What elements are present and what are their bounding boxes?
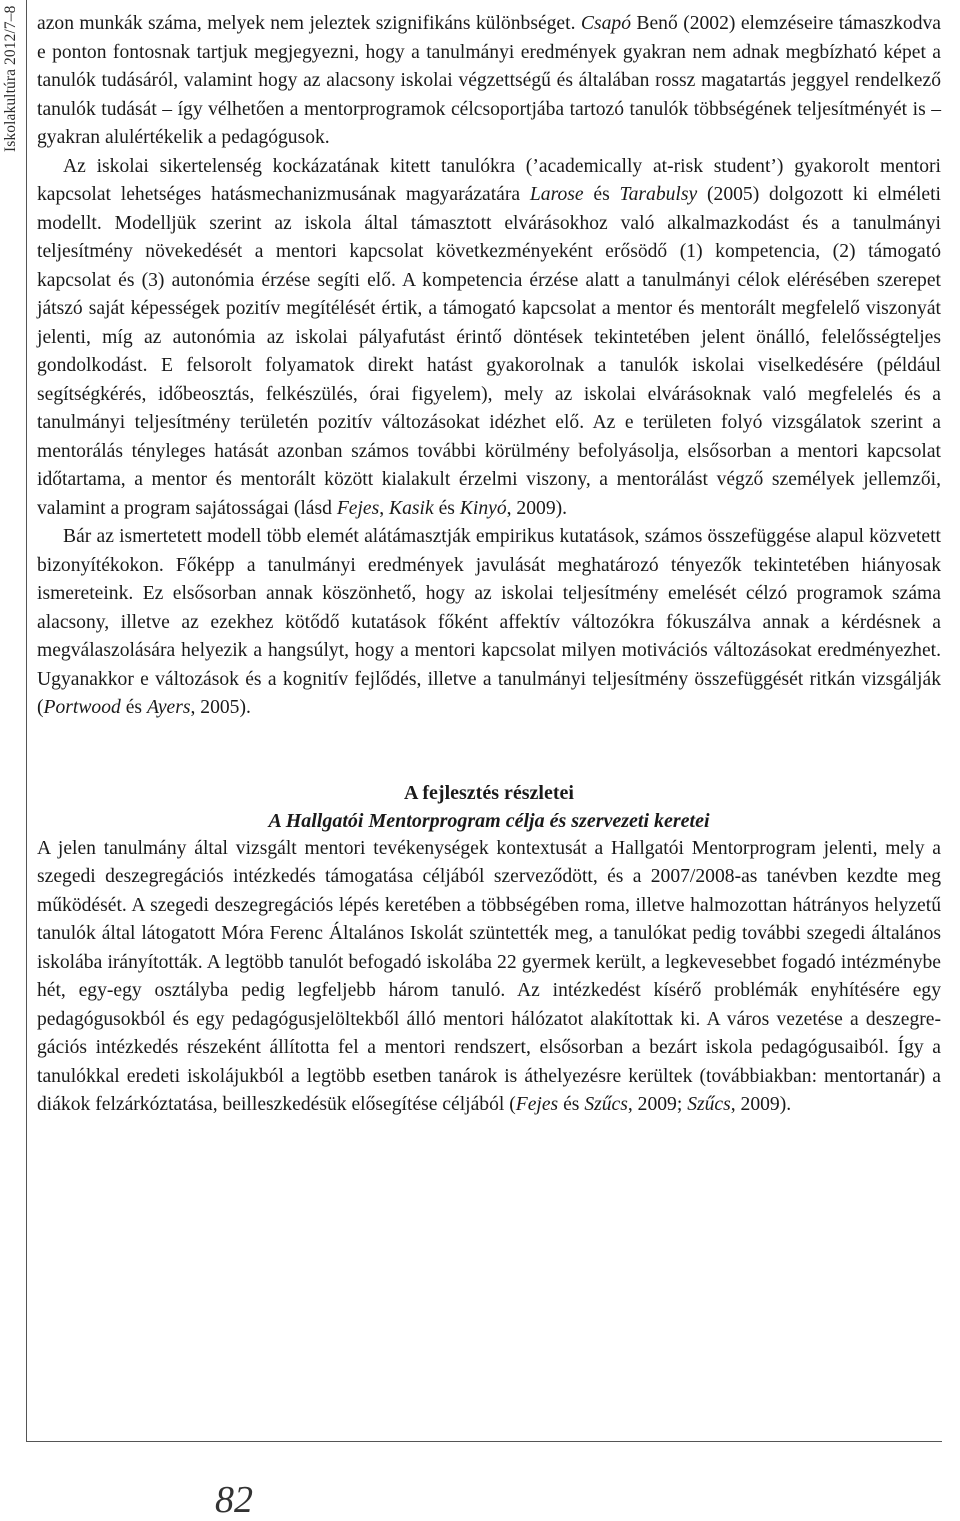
citation-name: Fejes	[515, 1094, 559, 1115]
paragraph-1	[37, 10, 941, 153]
subsection-title: A Hallgatói Mentorprogram célja és szervezeti keretei	[268, 809, 710, 832]
text-run: (2005) dolgozott ki elméleti modellt. Modelljük szerint az iskola által támasztott elvárásokhoz való alkalmazkodást és a tanulmányi teljesítmény növekedését a mentori kapcsolat következményeként erősödő (1) kompetencia, (2) támogató kapcsolat és (3) autonómia érzése segíti elő. A kompetencia érzése alatt a tanulmányi célok elérésében szerepet játszó saját képességek pozitív megítélését értik, a támogató kapcsolat a mentor és mentorált megfelelő viszonyát jelenti, míg az autonómia az iskolai pályafutást érintő döntések tekintetében jelent önálló, felelősségteljes gondolkodást. E felsorolt folyamatok direkt hatást gyakorolnak a tanulók iskolai viselkedésére (például segítségkérés, időbeosztás, felkészülés, órai figyelem), mely az iskolai elvárásoknak való megfelelés és a tanulmányi teljesítmény területén pozitív változásokat idézhet elő. Az e területen folyó vizsgálatok szerint a mentorálás tényleges hatását azonban számos további körülmény befolyásolja, elsősorban a mentori kapcsolat időtartama, a mentor és mentorált között kialakult érzelmi viszony, a mentorálást végző személyek jellemzői, valamint a program sajátosságai (lásd	[37, 184, 941, 519]
horizontal-rule	[26, 1441, 942, 1442]
text-run: Benő (2002) elemzéseire támaszkodva e ponton fontosnak tartjuk megjegyezni, hogy a tanulmányi eredmények gyakran nem adnak megbízható képet a tanulók tudásáról, valamint hogy az alacsony iskolai végzettségű és általában rossz magatartás jeggyel rendelkező tanulók tudását – így vélhetően a mentorprogramok célcsoportjába tartozó tanulók többségének teljesítményét is – gyakran alulértékelik a pedagógusok.	[37, 13, 942, 148]
article-body	[37, 10, 941, 1120]
text-run: Az iskolai sikertelenség kockázatának kitett tanulókra (’academically at-risk student’) gyakorolt mentori kapcsolat lehetséges hatásmechanizmusának magyarázatára	[37, 155, 941, 205]
vertical-rule	[26, 0, 27, 1442]
text-run: és	[558, 1094, 585, 1115]
citation-name: Szűcs	[584, 1094, 628, 1115]
citation-name: Fejes	[336, 497, 380, 519]
text-run: és	[433, 497, 460, 519]
running-header-text: Iskolakultúra 2012/7–8	[2, 6, 19, 153]
paragraph-4	[37, 835, 941, 1120]
citation-name: Portwood	[43, 697, 121, 718]
running-header	[2, 6, 28, 226]
citation-name: Szűcs	[687, 1094, 731, 1115]
text-run: azon munkák száma, melyek nem jeleztek szignifikáns különbséget.	[37, 13, 581, 34]
section-title: A fejlesztés részletei	[404, 781, 574, 804]
citation-name: Kasik	[389, 497, 434, 519]
text-run: és	[120, 697, 147, 718]
page-number: 82	[215, 1479, 253, 1521]
citation-name: Larose	[529, 184, 584, 205]
text-run: Bár az ismertetett modell több elemét alátámasztják empirikus kutatások, számos összefüggése alapul közvetett bizonyítékokon. Főképp a tanulmányi eredmények javulását meghatározó tényezők tekintetében hiányosak ismereteink. Ez elsősorban annak köszönhető, hogy az iskolai teljesítmény emelését célzó programok száma alacsony, illetve az ezekhez kötődő kutatások főként affektív változókra fókuszálva annak a kérdésnek a megválaszolására helyezik a hangsúlyt, hogy a mentori kapcsolat milyen motivációs változásokat eredményezhet. Ugyanakkor e változások és a kognitív fejlődés, illetve a tanulmányi teljesítmény összefüggését ritkán vizsgálják (	[37, 526, 941, 718]
text-run: ,	[379, 497, 390, 519]
paragraph-3	[37, 523, 941, 723]
citation-name: Ayers	[146, 697, 191, 718]
paragraph-2	[37, 153, 941, 524]
text-run: A jelen tanulmány által vizsgált mentori tevékenységek kontextusát a Hallgatói Mentorprogram jelenti, mely a szegedi deszegregációs intézkedés támogatása céljából szerveződött, és a 2007/2008-as tanévben kezdte meg működését. A szegedi deszegregációs lépés keretében a többségében roma, illetve halmozottan hátrányos helyzetű tanulók által látogatott Móra Ferenc Általános Iskolát szüntették meg, a tanulókat pedig további szegedi általános iskolába irányították. A legtöbb tanulót befogadó iskolába 22 gyermek került, a legkevesebbet fogadó intézménybe hét, egy-egy osztályba pedig legfeljebb három tanuló. Az intézkedést kísérő problémák enyhítésére egy pedagógusokból és egy pedagógusjelöltekből álló mentori hálózatot alakítottak ki. A város vezetése a deszegregációs intézkedés részeként állította fel a mentori rendszert, elsősorban a bezárt iskola pedagógusaiból. Így a tanulókkal eredeti iskolájukból a legtöbb esetben tanárok is áthelyezésre kerültek (továbbiakban: mentortanár) a diákok felzárkóztatása, beilleszkedésük elősegítése céljából (	[37, 837, 941, 1115]
citation-name: Csapó	[580, 13, 631, 34]
text-run: , 2009).	[506, 497, 568, 519]
text-run: , 2009;	[627, 1094, 688, 1115]
citation-name: Kinyó	[459, 497, 507, 519]
text-run: , 2009).	[730, 1094, 792, 1115]
citation-name: Tarabulsy	[619, 184, 698, 205]
section-spacer	[37, 723, 941, 779]
text-run: , 2005).	[190, 697, 251, 718]
text-run: és	[583, 184, 620, 205]
